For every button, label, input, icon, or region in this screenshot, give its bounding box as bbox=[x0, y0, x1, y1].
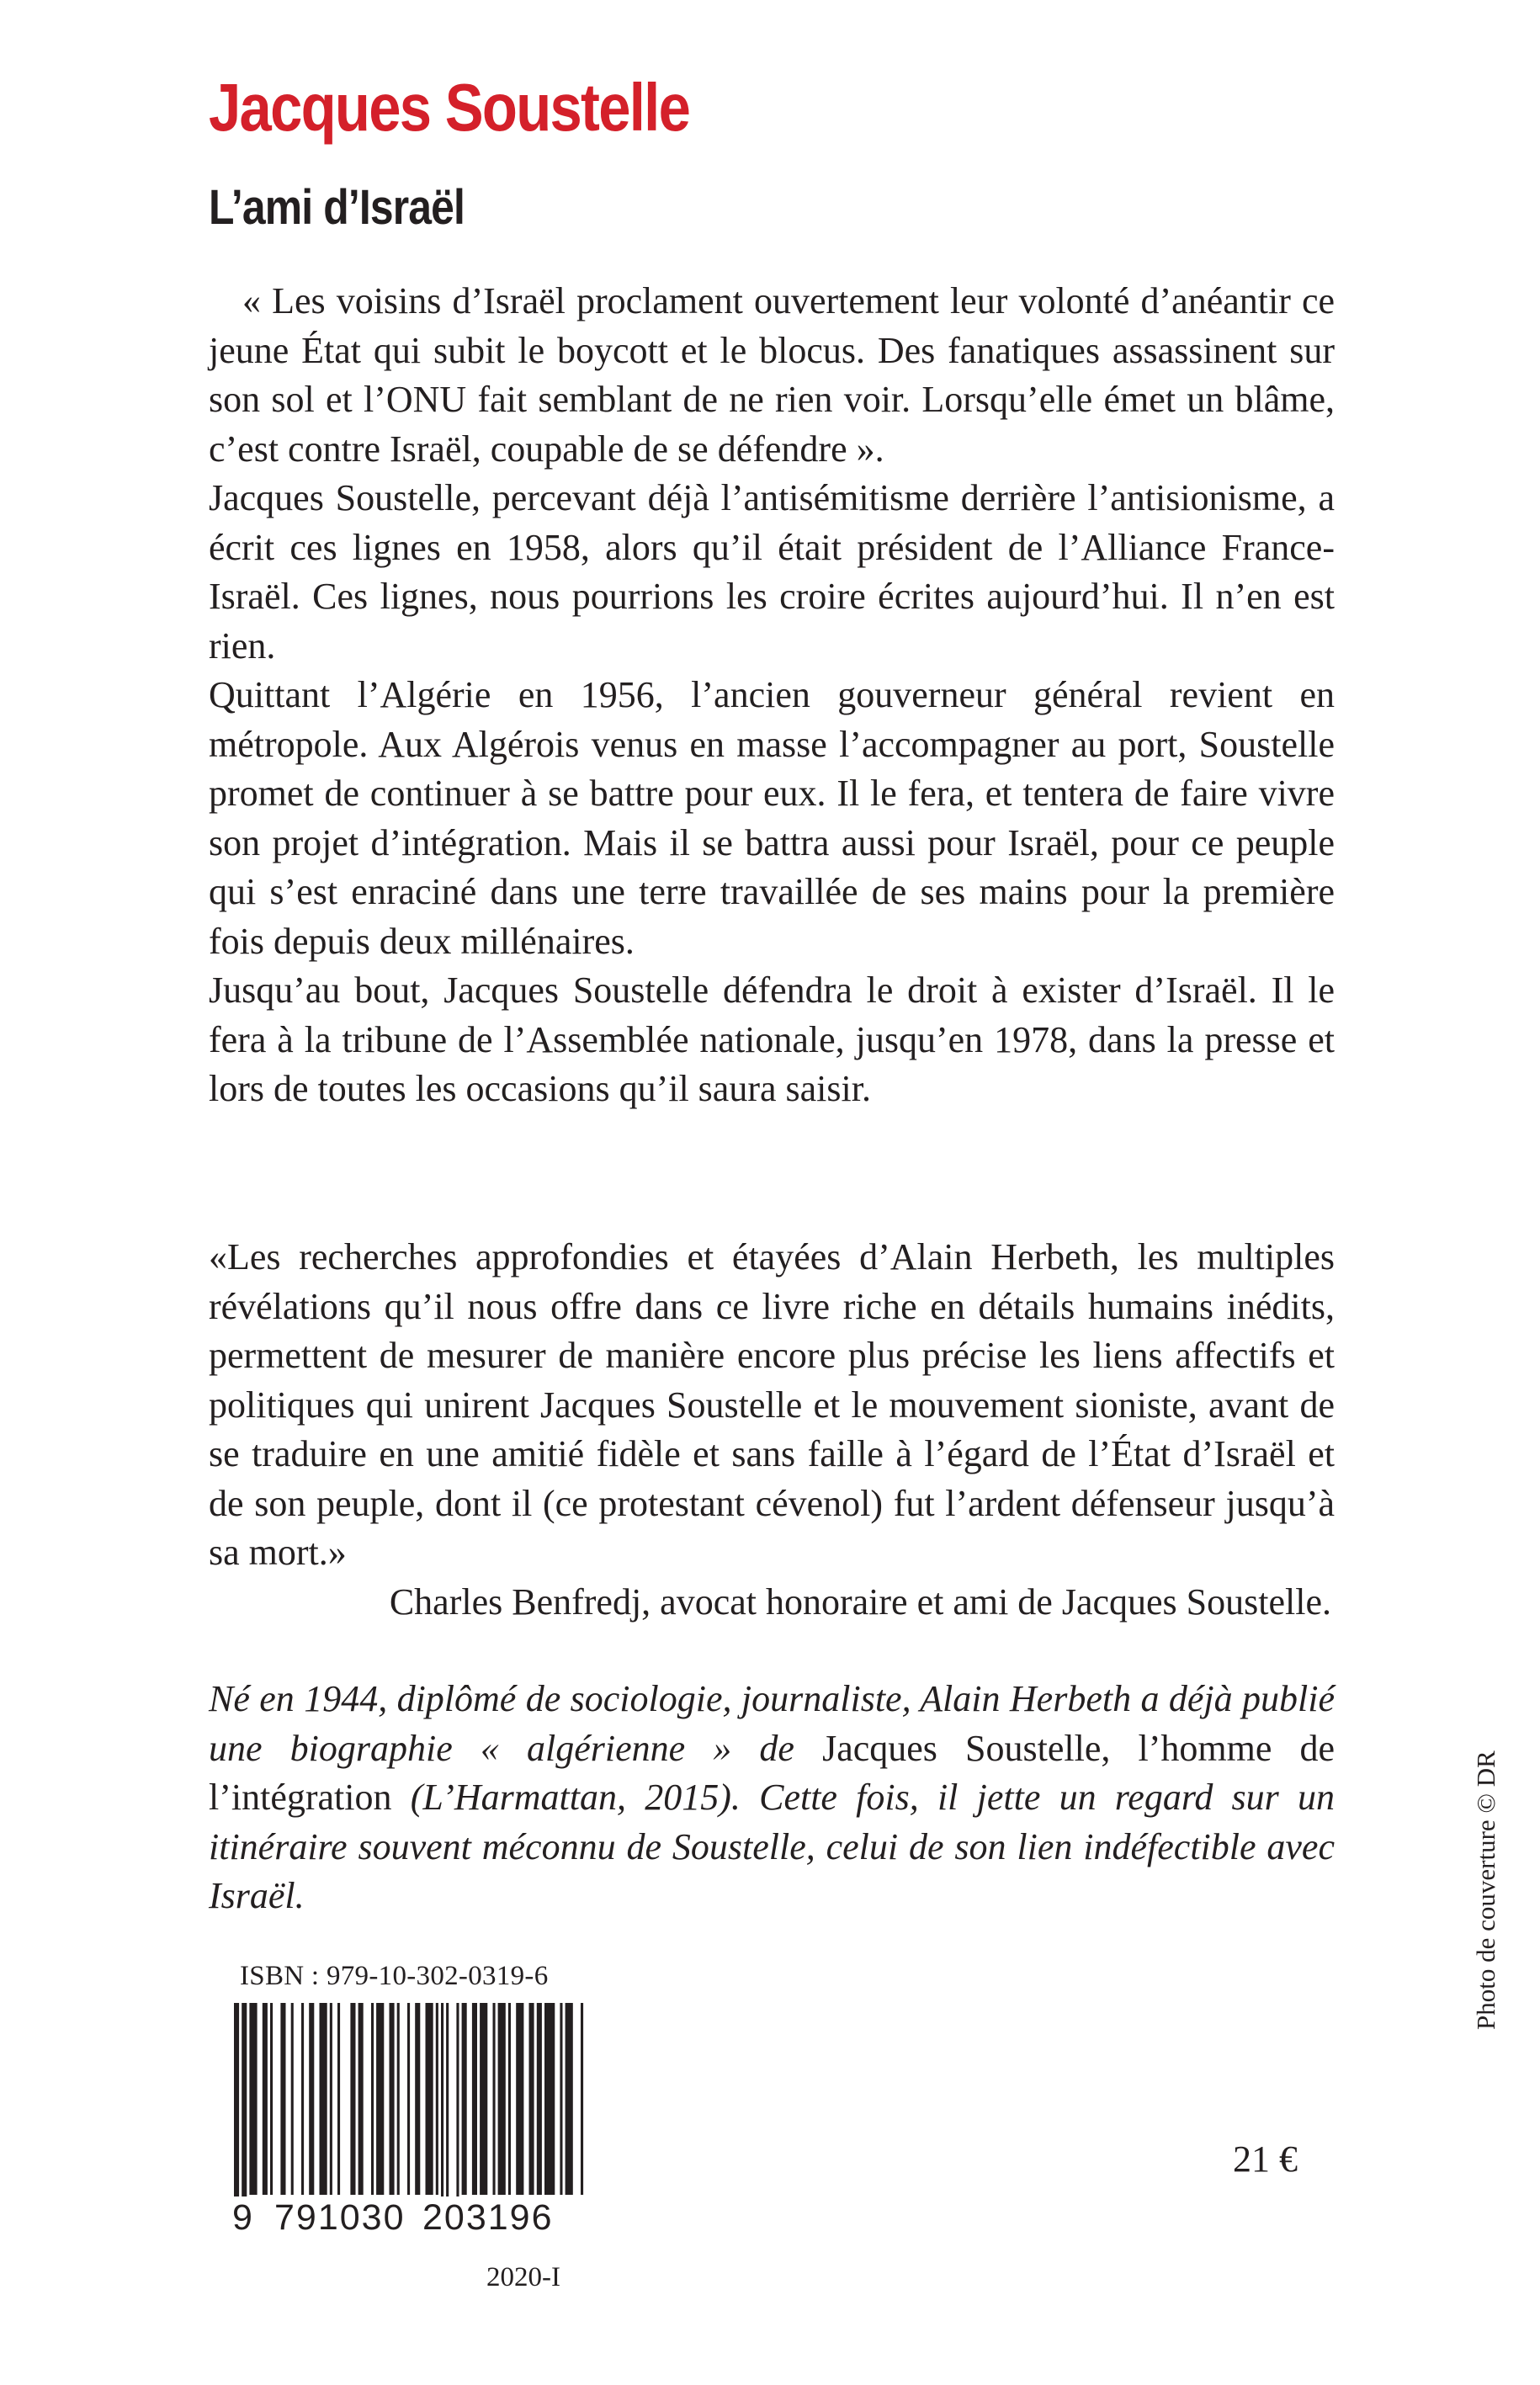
edition-code: 2020-I bbox=[486, 2262, 560, 2292]
barcode-bar bbox=[371, 2003, 374, 2195]
barcode-bar bbox=[330, 2003, 332, 2195]
barcode-bar bbox=[270, 2003, 273, 2195]
barcode-bar bbox=[446, 2003, 449, 2213]
barcode-bar bbox=[472, 2003, 477, 2195]
author-bio-paragraph bbox=[209, 1675, 1335, 1921]
barcode-bar bbox=[508, 2003, 511, 2195]
synopsis-paragraph-3: Quittant l’Algérie en 1956, l’ancien gouverneur général revient en métropole. Aux Algérois venus en masse l’accompagner au port, Soustelle promet de continuer à se battre pour eux. Il le fera, et tentera de faire vivre son projet d’intégration. Mais il se battra aussi pour Israël, pour ce peuple qui s’est enraciné dans une terre travaillée de ses mains pour la première fois depuis deux millénaires. bbox=[209, 674, 1335, 962]
barcode-bar bbox=[544, 2003, 555, 2195]
barcode-bar bbox=[560, 2003, 562, 2195]
bio-text-start: Né en 1944, diplômé de sociologie, journaliste, Alain Herbeth a déjà publié une biographie « algérienne » de bbox=[209, 1678, 1335, 1769]
barcode-bar bbox=[426, 2003, 433, 2195]
barcode-bar bbox=[320, 2003, 327, 2195]
barcode-bar bbox=[242, 2003, 247, 2213]
author-bio bbox=[209, 1675, 1335, 1921]
barcode-bar bbox=[456, 2003, 459, 2213]
book-title: Jacques Soustelle bbox=[209, 70, 690, 145]
barcode-bar bbox=[358, 2003, 364, 2195]
barcode-bar bbox=[441, 2003, 443, 2213]
book-subtitle: L’ami d’Israël bbox=[209, 180, 465, 235]
barcode-bar bbox=[234, 2003, 239, 2213]
isbn-label: ISBN : 979-10-302-0319-6 bbox=[240, 1961, 549, 1991]
barcode-bar bbox=[407, 2003, 410, 2195]
bio-text-end: (L’Harmattan, 2015). Cette fois, il jette un regard sur un itinéraire souvent méconnu de Soustelle, celui de son lien indéfectible avec Israël. bbox=[209, 1777, 1336, 1916]
synopsis-paragraph-4: Jusqu’au bout, Jacques Soustelle défendra le droit à exister d’Israël. Il le fera à la tribune de l’Assemblée nationale, jusqu’en 1978, dans la presse et lors de toutes les occasions qu’il saura saisir. bbox=[209, 969, 1335, 1109]
barcode-bar bbox=[537, 2003, 542, 2195]
barcode-bar bbox=[462, 2003, 467, 2195]
barcode-bar bbox=[309, 2003, 314, 2195]
barcode-bar bbox=[263, 2003, 268, 2195]
barcode-digit-group-1: 791030 bbox=[271, 2196, 409, 2239]
price: 21 € bbox=[1233, 2138, 1298, 2180]
barcode-digits bbox=[227, 2196, 587, 2239]
barcode-bar bbox=[415, 2003, 420, 2195]
synopsis-paragraph-2: Jacques Soustelle, percevant déjà l’antisémitisme derrière l’antisionisme, a écrit ces lignes en 1958, alors qu’il était président de l’Alliance France-Israël. Ces lignes, nous pourrions les croire écrites aujourd’hui. Il n’en est rien. bbox=[209, 477, 1335, 667]
barcode-bar bbox=[376, 2003, 384, 2195]
photo-credit: Photo de couverture © DR bbox=[1471, 1750, 1500, 2030]
barcode-bar bbox=[249, 2003, 257, 2195]
barcode-bar bbox=[337, 2003, 340, 2195]
synopsis bbox=[209, 277, 1335, 1114]
barcode-digit-group-2: 203196 bbox=[419, 2196, 557, 2239]
barcode-bar bbox=[301, 2003, 304, 2195]
barcode-bar bbox=[280, 2003, 285, 2195]
synopsis-paragraph-1: « Les voisins d’Israël proclament ouvertement leur volonté d’anéantir ce jeune État qui subit le boycott et le blocus. Des fanatiques assassinent sur son sol et l’ONU fait semblant de ne rien voir. Lorsqu’elle émet un blâme, c’est contre Israël, coupable de se défendre ». bbox=[209, 280, 1335, 470]
barcode-bar bbox=[529, 2003, 534, 2195]
barcode-bar bbox=[498, 2003, 506, 2195]
barcode-bars bbox=[227, 2003, 587, 2213]
quote-attribution: Charles Benfredj, avocat honoraire et ami de Jacques Soustelle. bbox=[389, 1580, 1331, 1623]
barcode-icon bbox=[227, 2003, 587, 2213]
bio-book-title: Jacques Soustelle, l’homme de l’intégration bbox=[209, 1727, 1335, 1818]
barcode-bar bbox=[566, 2003, 573, 2195]
barcode-bar bbox=[581, 2003, 583, 2195]
barcode-bar bbox=[291, 2003, 294, 2195]
barcode-bar bbox=[436, 2003, 438, 2195]
barcode-bar bbox=[516, 2003, 523, 2195]
quote-text: «Les recherches approfondies et étayées d’Alain Herbeth, les multiples révélations qu’il nous offre dans ce livre riche en détails humains inédits, permettent de mesurer de manière encore plus précise les liens affectifs et politiques qui unirent Jacques Soustelle et le mouvement sioniste, avant de se traduire en une amitié fidèle et sans faille à l’égard de l’État d’Israël et de son peuple, dont il (ce protestant cévenol) fut l’ardent défenseur jusqu’à sa mort.» bbox=[209, 1236, 1335, 1573]
barcode-bar bbox=[350, 2003, 355, 2195]
barcode-lead-digit: 9 bbox=[229, 2196, 256, 2239]
barcode-bar bbox=[493, 2003, 496, 2195]
barcode-bar bbox=[397, 2003, 400, 2195]
barcode-bar bbox=[390, 2003, 395, 2195]
barcode-bar bbox=[480, 2003, 487, 2195]
endorsement-quote bbox=[209, 1233, 1335, 1627]
